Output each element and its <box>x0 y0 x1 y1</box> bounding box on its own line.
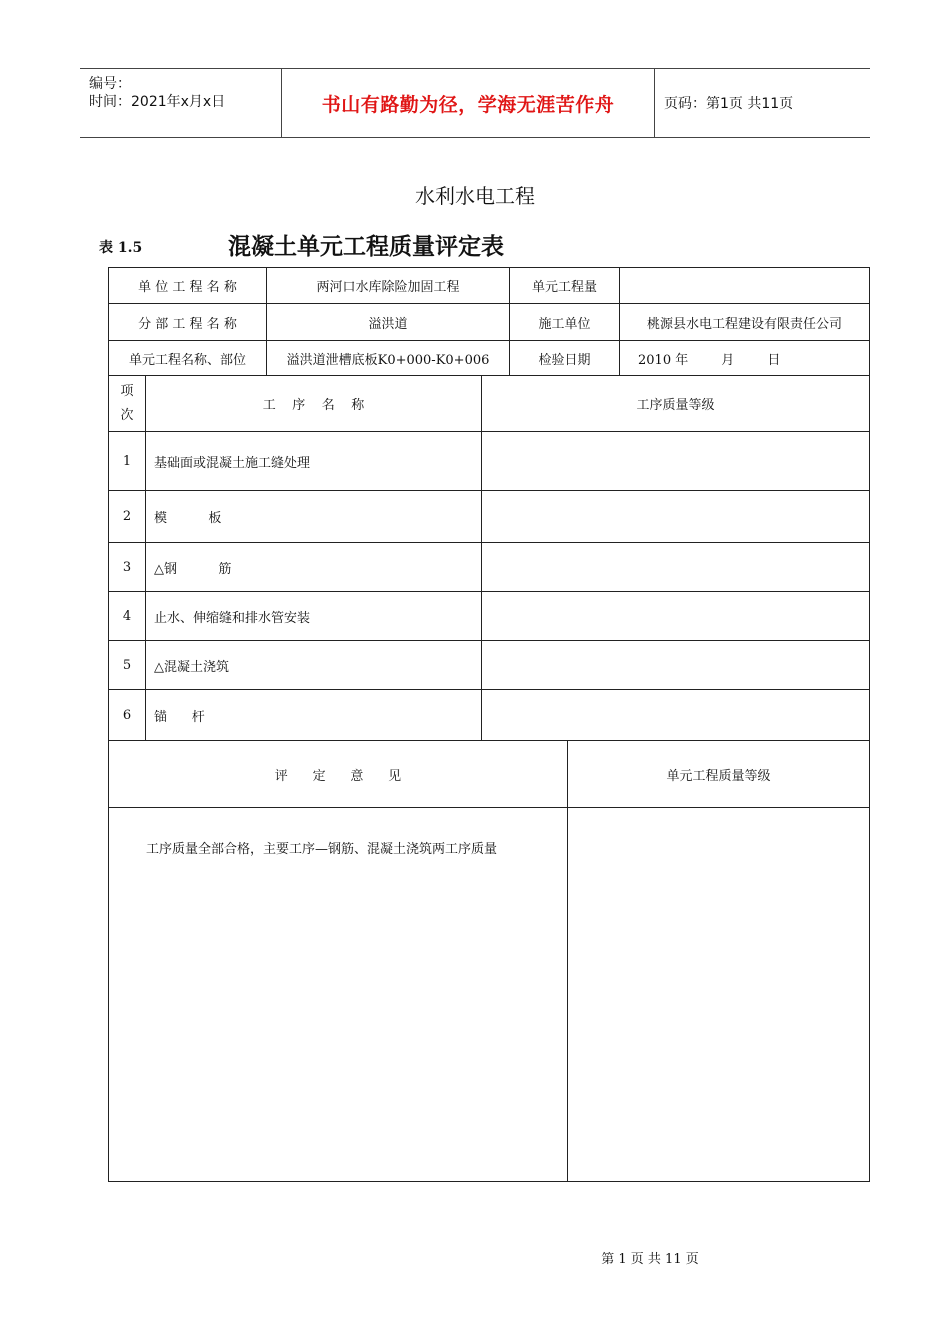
header-motto-cell <box>282 69 655 137</box>
table-title: 混凝土单元工程质量评定表 <box>228 234 504 260</box>
process-grade <box>482 432 869 490</box>
process-grade <box>482 491 869 542</box>
serial-label: 编号： <box>89 76 131 92</box>
process-no: 4 <box>122 608 132 624</box>
process-no: 6 <box>122 707 132 723</box>
unit-quality-grade-value <box>568 808 869 1181</box>
evaluation-opinion-text: 工序质量全部合格，主要工序—钢筋、混凝土浇筑两工序质量 <box>146 841 498 857</box>
process-no: 1 <box>122 453 132 469</box>
table-number: 表 1.5 <box>99 240 143 256</box>
inspection-date-label: 检验日期 <box>538 352 591 368</box>
header-page-cell <box>655 69 870 137</box>
unit-name-value: 溢洪道泄槽底板K0+000-K0+006 <box>286 352 490 368</box>
evaluation-opinion-label: 评 定 意 见 <box>274 768 402 784</box>
date-label: 时间：2021年x月x日 <box>89 94 226 110</box>
process-name: △钢 筋 <box>154 561 232 577</box>
process-name: 基础面或混凝土施工缝处理 <box>154 455 311 471</box>
process-name: 止水、伸缩缝和排水管安装 <box>154 610 311 626</box>
table-border-right <box>869 267 870 1182</box>
process-no: 3 <box>122 559 132 575</box>
category-title: 水利水电工程 <box>415 184 535 208</box>
header-meta <box>80 69 282 137</box>
process-grade <box>482 690 869 740</box>
unit-name-label: 单元工程名称、部位 <box>128 352 246 368</box>
process-name: 模 板 <box>154 511 222 526</box>
unit-quantity-label: 单元工程量 <box>531 280 597 295</box>
sub-project-value: 溢洪道 <box>368 316 408 332</box>
unit-project-value: 两河口水库除险加固工程 <box>316 280 460 295</box>
col-header-process-name: 工 序 名 称 <box>262 398 365 413</box>
unit-quality-grade-label: 单元工程质量等级 <box>666 768 771 784</box>
col-header-no-line2: 次 <box>120 407 134 423</box>
unit-quantity-value <box>620 268 869 303</box>
page-header <box>80 68 870 138</box>
process-grade <box>482 641 869 689</box>
process-grade <box>482 592 869 640</box>
table-border-bottom <box>108 1181 870 1182</box>
process-no: 5 <box>122 657 132 673</box>
col-header-no <box>109 376 145 431</box>
inspection-date-value: 2010 年 月 日 <box>638 352 781 368</box>
col-header-no-line1: 项 <box>120 383 134 399</box>
process-grade <box>482 543 869 591</box>
motto: 书山有路勤为径，学海无涯苦作舟 <box>321 93 615 116</box>
sub-project-label: 分 部 工 程 名 称 <box>138 316 237 332</box>
process-no: 2 <box>122 509 132 524</box>
process-name: 锚 杆 <box>154 709 205 725</box>
page-footer <box>0 1248 950 1267</box>
contractor-value: 桃源县水电工程建设有限责任公司 <box>646 316 842 332</box>
col-header-process-grade: 工序质量等级 <box>636 398 715 413</box>
page-info: 页码：第1页 共11页 <box>664 96 794 112</box>
contractor-label: 施工单位 <box>538 316 591 332</box>
process-name: △混凝土浇筑 <box>154 659 229 675</box>
unit-project-label: 单 位 工 程 名 称 <box>138 280 237 295</box>
footer-page-number: 第 1 页 共 11 页 <box>601 1252 699 1267</box>
